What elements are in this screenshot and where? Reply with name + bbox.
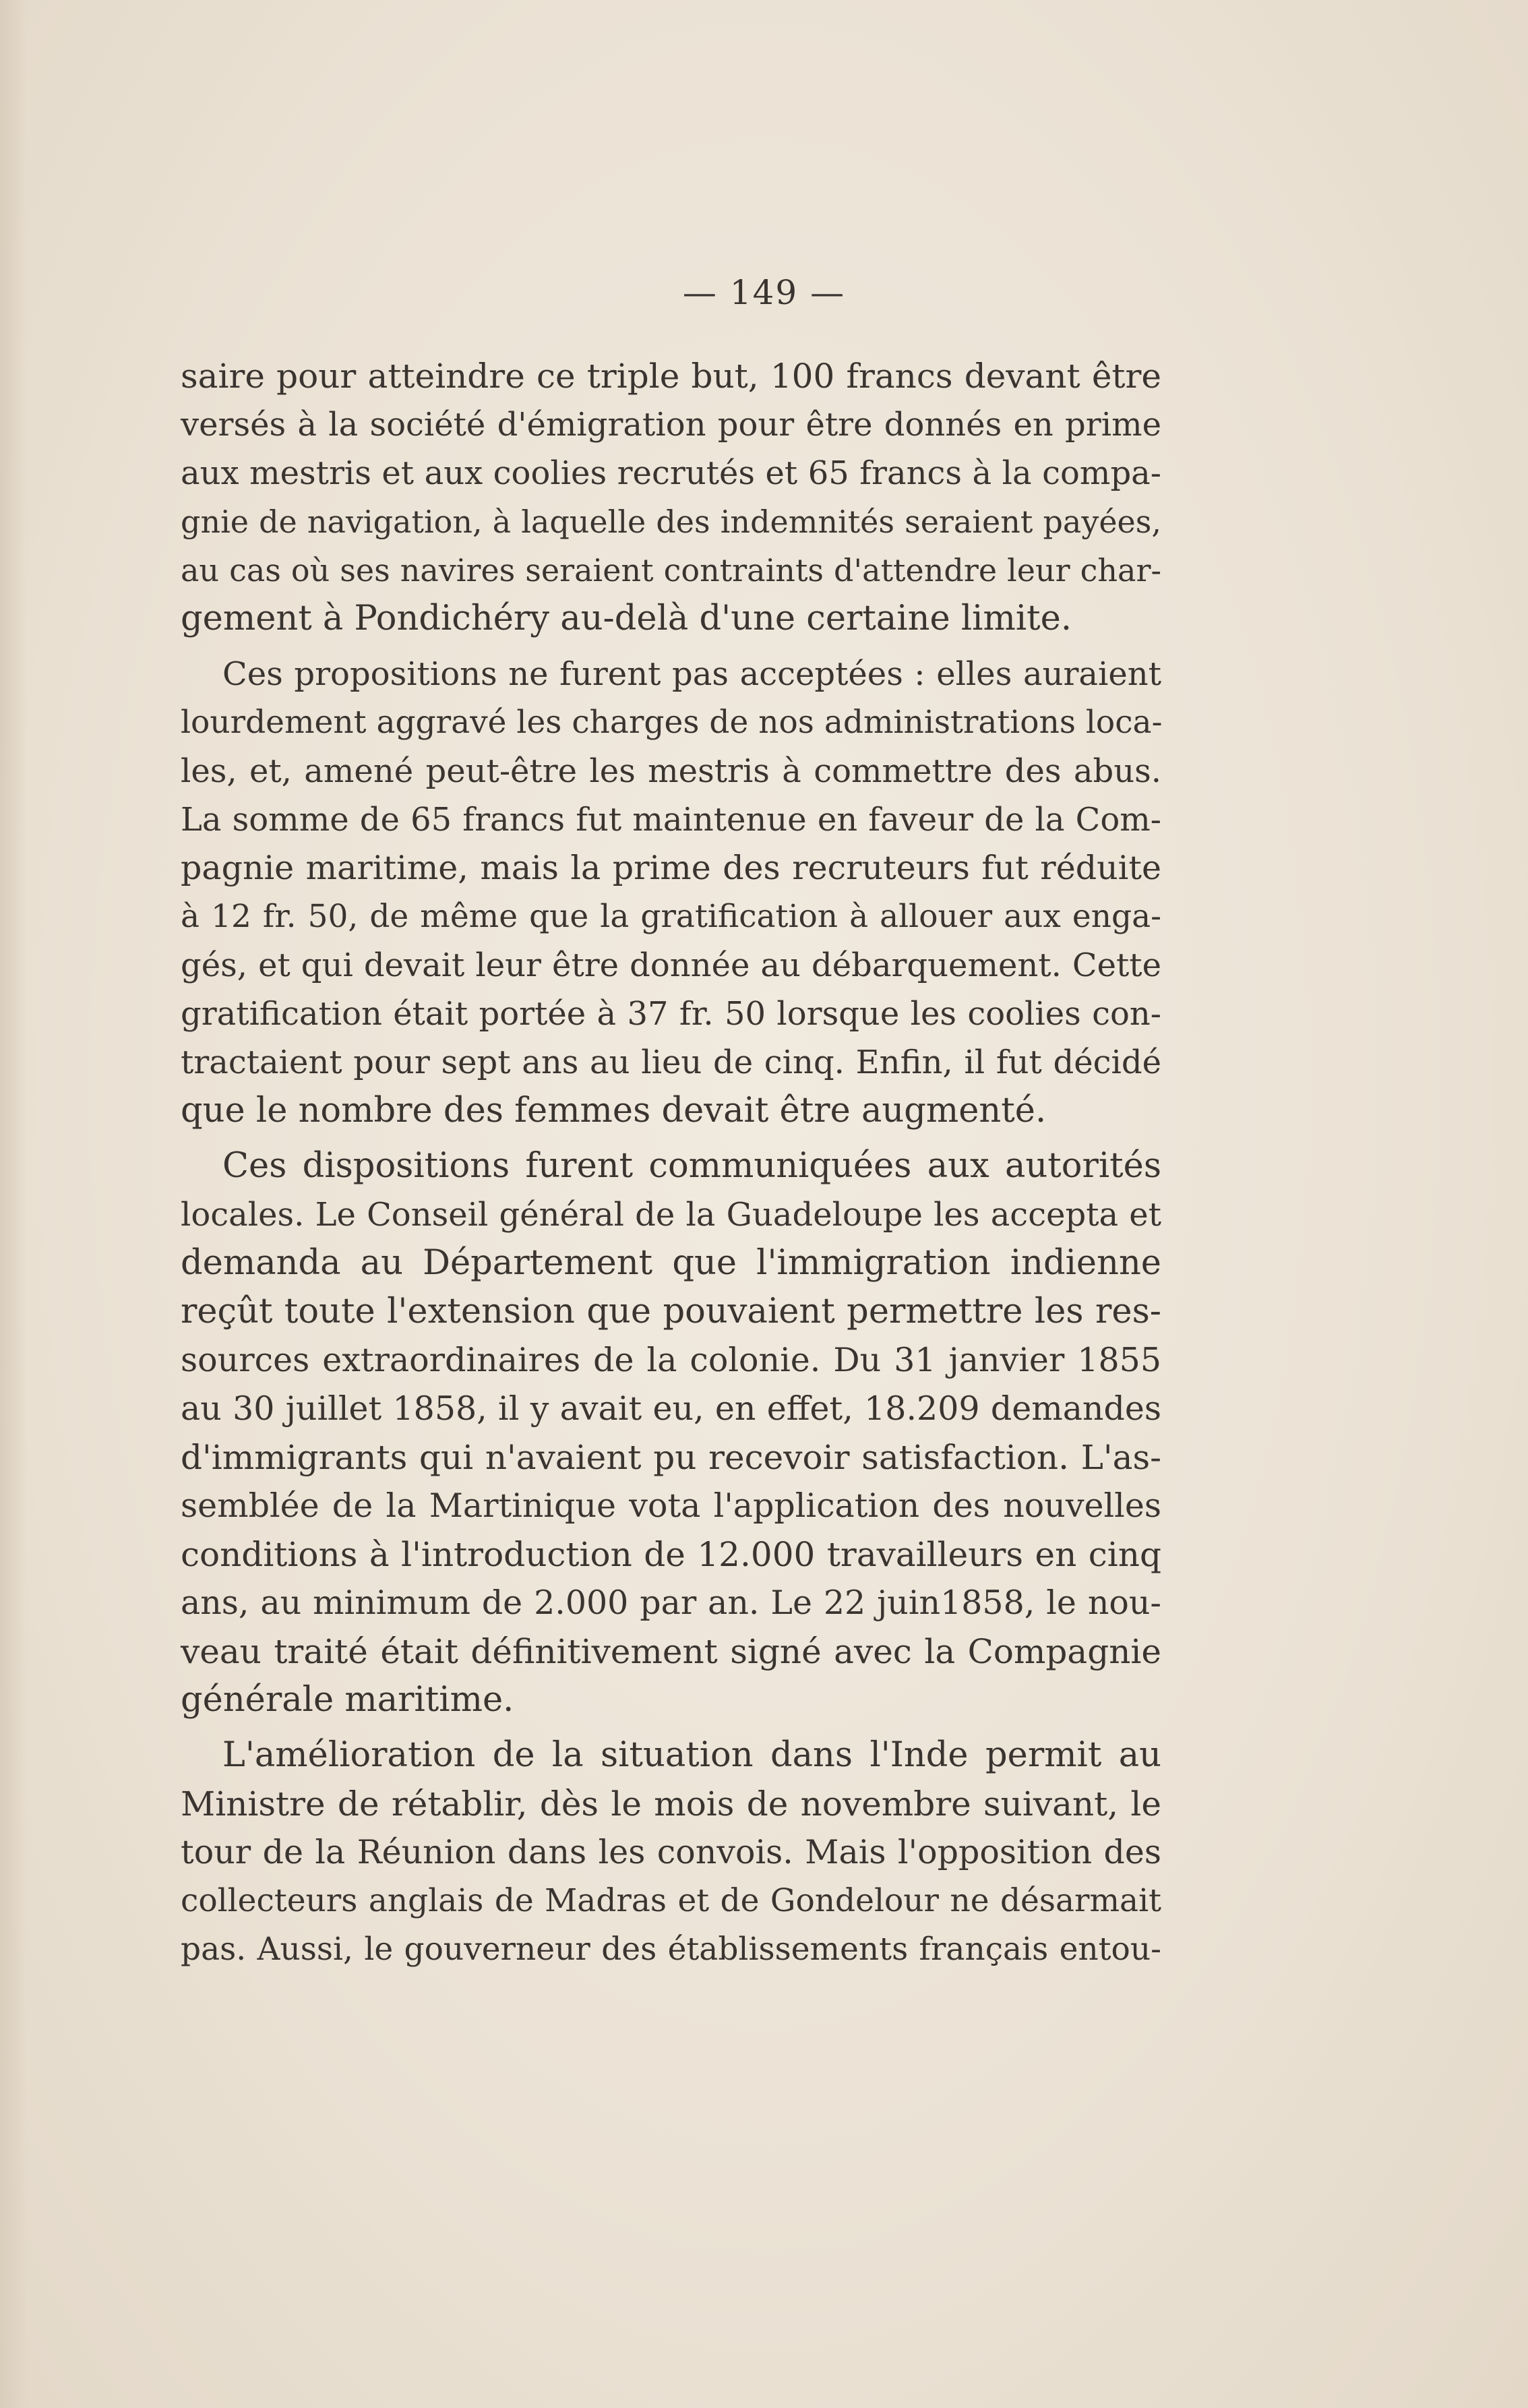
text-line: pas. Aussi, le gouverneur des établissements français entou- xyxy=(181,1931,1161,1968)
text-line: Ministre de rétablir, dès le mois de novembre suivant, le xyxy=(181,1784,1161,1824)
text-line: gnie de navigation, à laquelle des indemnités seraient payées, xyxy=(181,504,1161,540)
text-line: saire pour atteindre ce triple but, 100 francs devant être xyxy=(181,357,1161,396)
text-line: La somme de 65 francs fut maintenue en faveur de la Com- xyxy=(181,801,1161,839)
text-line: pagnie maritime, mais la prime des recruteurs fut réduite xyxy=(181,849,1161,887)
text-line: d'immigrants qui n'avaient pu recevoir satisfaction. L'as- xyxy=(181,1438,1161,1477)
text-line: demanda au Département que l'immigration indienne xyxy=(181,1243,1161,1283)
text-line: générale maritime. xyxy=(181,1680,514,1720)
page-edge-shadow xyxy=(0,0,27,2408)
text-line: gratification était portée à 37 fr. 50 lorsque les coolies con- xyxy=(181,995,1161,1033)
text-line: ans, au minimum de 2.000 par an. Le 22 juin1858, le nou- xyxy=(181,1584,1161,1622)
text-line: les, et, amené peut-être les mestris à commettre des abus. xyxy=(181,752,1161,790)
text-line: conditions à l'introduction de 12.000 travailleurs en cinq xyxy=(181,1535,1161,1574)
text-line: sources extraordinaires de la colonie. Du 31 janvier 1855 xyxy=(181,1341,1161,1379)
text-line: locales. Le Conseil général de la Guadeloupe les accepta et xyxy=(181,1196,1161,1234)
text-line: à 12 fr. 50, de même que la gratification à allouer aux enga- xyxy=(181,898,1161,935)
text-line: aux mestris et aux coolies recrutés et 65 francs à la compa- xyxy=(181,454,1161,492)
text-line: tractaient pour sept ans au lieu de cinq. Enfin, il fut décidé xyxy=(181,1044,1161,1081)
page-number: — 149 — xyxy=(682,273,846,312)
text-line: que le nombre des femmes devait être augmenté. xyxy=(181,1091,1047,1131)
text-line: Ces propositions ne furent pas acceptées : elles auraient xyxy=(222,655,1161,693)
text-line: tour de la Réunion dans les convois. Mais l'opposition des xyxy=(181,1833,1161,1871)
text-line: veau traité était définitivement signé avec la Compagnie xyxy=(181,1632,1161,1671)
text-line: reçût toute l'extension que pouvaient permettre les res- xyxy=(181,1292,1161,1331)
text-line: semblée de la Martinique vota l'application des nouvelles xyxy=(181,1486,1161,1525)
text-line: collecteurs anglais de Madras et de Gondelour ne désarmait xyxy=(181,1882,1161,1919)
text-line: au 30 juillet 1858, il y avait eu, en effet, 18.209 demandes xyxy=(181,1389,1161,1428)
text-line: au cas où ses navires seraient contraints d'attendre leur char- xyxy=(181,552,1161,589)
text-line: L'amélioration de la situation dans l'Inde permit au xyxy=(222,1735,1161,1775)
text-line: versés à la société d'émigration pour être donnés en prime xyxy=(181,406,1161,444)
text-line: lourdement aggravé les charges de nos administrations loca- xyxy=(181,704,1163,741)
text-line: gement à Pondichéry au-delà d'une certaine limite. xyxy=(181,599,1072,638)
text-line: gés, et qui devait leur être donnée au débarquement. Cette xyxy=(181,946,1161,984)
text-line: Ces dispositions furent communiquées aux autorités xyxy=(222,1146,1161,1186)
